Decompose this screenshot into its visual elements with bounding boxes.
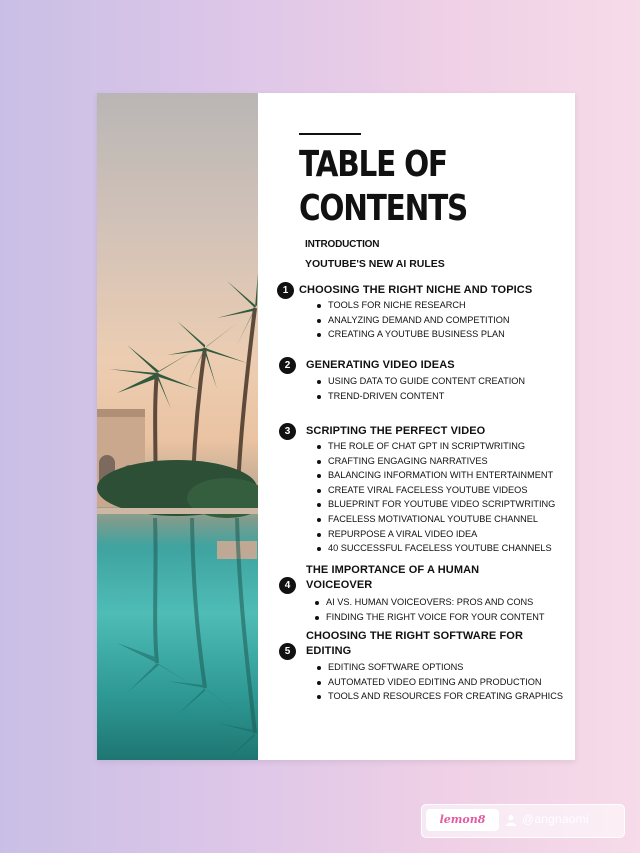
list-item: BLUEPRINT FOR YOUTUBE VIDEO SCRIPTWRITING bbox=[315, 497, 555, 512]
list-item: REPURPOSE A VIRAL VIDEO IDEA bbox=[315, 527, 555, 542]
list-item: BALANCING INFORMATION WITH ENTERTAINMENT bbox=[315, 468, 555, 483]
list-item: THE ROLE OF CHAT GPT IN SCRIPTWRITING bbox=[315, 439, 555, 454]
palm-pool-photo bbox=[97, 93, 258, 760]
chapter-2-items bbox=[315, 374, 525, 403]
list-item: ANALYZING DEMAND AND COMPETITION bbox=[315, 313, 510, 328]
chapter-number-4: 4 bbox=[279, 577, 296, 594]
user-icon bbox=[505, 814, 517, 826]
list-item: FACELESS MOTIVATIONAL YOUTUBE CHANNEL bbox=[315, 512, 555, 527]
list-item: EDITING SOFTWARE OPTIONS bbox=[315, 660, 563, 675]
list-item: AUTOMATED VIDEO EDITING AND PRODUCTION bbox=[315, 675, 563, 690]
chapter-title-1: CHOOSING THE RIGHT NICHE AND TOPICS bbox=[299, 284, 533, 296]
palm-pool-illustration bbox=[97, 93, 258, 760]
list-item: TOOLS FOR NICHE RESEARCH bbox=[315, 298, 510, 313]
list-item: FINDING THE RIGHT VOICE FOR YOUR CONTENT bbox=[313, 610, 544, 625]
chapter-number-5: 5 bbox=[279, 643, 296, 660]
chapter-title-4-line-2: VOICEOVER bbox=[306, 579, 373, 591]
chapter-4-items bbox=[313, 595, 544, 624]
list-item: CREATE VIRAL FACELESS YOUTUBE VIDEOS bbox=[315, 483, 555, 498]
lemon8-watermark bbox=[421, 804, 625, 838]
chapter-title-4-line-1: THE IMPORTANCE OF A HUMAN bbox=[306, 564, 480, 576]
front-matter-ai-rules: YOUTUBE'S NEW AI RULES bbox=[305, 258, 445, 270]
list-item: 40 SUCCESSFUL FACELESS YOUTUBE CHANNELS bbox=[315, 541, 555, 556]
chapter-title-3: SCRIPTING THE PERFECT VIDEO bbox=[306, 425, 486, 437]
chapter-title-5-line-2: EDITING bbox=[306, 645, 352, 657]
list-item: TOOLS AND RESOURCES FOR CREATING GRAPHICS bbox=[315, 689, 563, 704]
list-item: TREND-DRIVEN CONTENT bbox=[315, 389, 525, 404]
chapter-number-3: 3 bbox=[279, 423, 296, 440]
author-handle: @angnaomi bbox=[522, 812, 589, 826]
front-matter-introduction: INTRODUCTION bbox=[305, 239, 380, 250]
list-item: CREATING A YOUTUBE BUSINESS PLAN bbox=[315, 327, 510, 342]
contents-column bbox=[258, 93, 575, 760]
list-item: CRAFTING ENGAGING NARRATIVES bbox=[315, 454, 555, 469]
table-of-contents-page bbox=[97, 93, 575, 760]
chapter-5-items bbox=[315, 660, 563, 704]
chapter-title-2: GENERATING VIDEO IDEAS bbox=[306, 359, 455, 371]
title-rule bbox=[299, 133, 361, 135]
lemon8-logo: lemon8 bbox=[426, 809, 499, 831]
page-title: TABLE OF CONTENTS bbox=[299, 144, 468, 229]
chapter-number-1: 1 bbox=[277, 282, 294, 299]
list-item: AI VS. HUMAN VOICEOVERS: PROS AND CONS bbox=[313, 595, 544, 610]
chapter-1-items bbox=[315, 298, 510, 342]
chapter-3-items bbox=[315, 439, 555, 556]
chapter-number-2: 2 bbox=[279, 357, 296, 374]
chapter-title-5-line-1: CHOOSING THE RIGHT SOFTWARE FOR bbox=[306, 630, 523, 642]
list-item: USING DATA TO GUIDE CONTENT CREATION bbox=[315, 374, 525, 389]
